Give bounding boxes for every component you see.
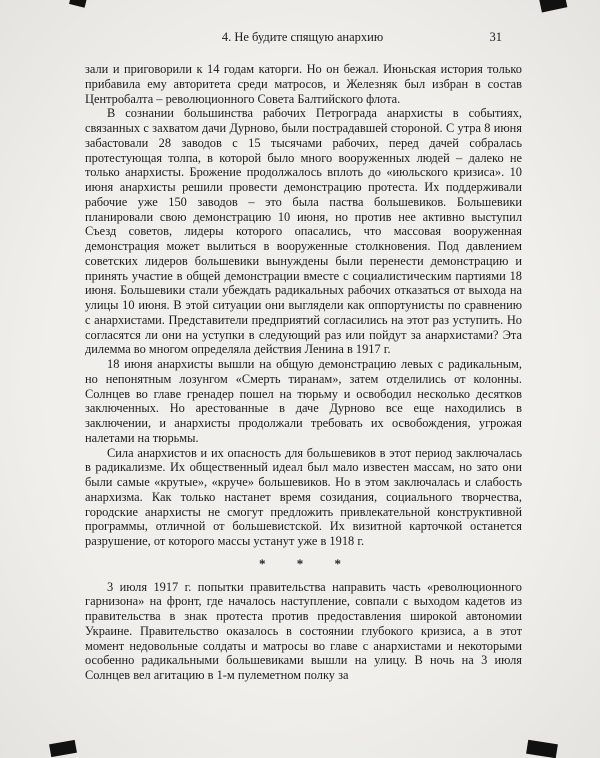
paragraph: 18 июня анархисты вышли на общую демонстрацию левых с радикальным, но непонятным лозунгом «Смерть тиранам», затем отделились от колонны. Солнцев во главе гренадер пошел на тюрьму и освободил несколько десятков заключенных. Но арестованные в даче Дурново все еще находились в заключении, и анархисты продолжали требовать их освобождения, угрожая налетами на тюрьмы. [85, 357, 522, 445]
scan-artifact-top-right [539, 0, 568, 13]
body-text [85, 62, 522, 683]
scan-artifact-bottom-right [526, 740, 558, 758]
running-header [85, 30, 520, 48]
scan-artifact-top-left [69, 0, 87, 8]
paragraph: 3 июля 1917 г. попытки правительства направить часть «революционного гарнизона» на фронт, где началось наступление, совпали с выходом кадетов из правительства в знак протеста против предоставления широкой автономии Украине. Правительство оказалось в состоянии глубокого кризиса, а в этот момент недовольные солдаты и матросы во главе с анархистами и некоторыми особенно радикальными большевиками вышли на улицу. В ночь на 3 июля Солнцев вел агитацию в 1-м пулеметном полку за [85, 579, 522, 682]
paragraph: зали и приговорили к 14 годам каторги. Но он бежал. Июньская история только прибавила ему авторитета среди матросов, и Железняк был избран в состав Центробалта – революционного Совета Балтийского флота. [85, 62, 522, 106]
scan-artifact-bottom-left [49, 740, 77, 757]
chapter-title: 4. Не будите спящую анархию [221, 30, 384, 44]
paragraph: В сознании большинства рабочих Петрограда анархисты в событиях, связанных с захватом дачи Дурново, были пострадавшей стороной. С утра 8 июня забастовали 28 заводов с 15 тысячами рабочих, перед дачей собралась протестующая толпа, в которой было много вооруженных людей – далеко не только анархисты. Брожение продолжалось вплоть до «июльского кризиса». 10 июня анархисты решили провести демонстрацию протеста. Их поддерживали рабочие уже 150 заводов – это была паства большевиков. Большевики планировали свою демонстрацию 10 июня, но против нее активно выступил Съезд советов, лидеры которого опасались, что массовая вооруженная демонстрация может вылиться в вооруженные столкновения. Под давлением советских лидеров большевики вынуждены были перенести демонстрацию и принять участие в общей демонстрации вместе с социалистическим партиями 18 июня. Большевики стали убеждать радикальных рабочих отказаться от выхода на улицы 10 июня. В этой ситуации они выглядели как оппортунисты по сравнению с анархистами. Представители предприятий согласились на этот раз уступить. Но согласятся ли они на уступки в следующий раз или пойдут за анархистами? Эта дилемма во многом определяла действия Ленина в 1917 г. [85, 106, 522, 357]
page-number: 31 [489, 30, 502, 44]
paragraph: Сила анархистов и их опасность для большевиков в этот период заключалась в радикализме. Их общественный идеал был мало известен массам, но зато они были самые «крутые», «круче» большевиков. Но в этом заключалась и слабость анархизма. Как только настанет время созидания, социального творчества, городские анархисты не смогут предложить привлекательной конструктивной программы, отличной от большевистской. Их визитной карточкой останется разрушение, от которого массы устанут уже в 1918 г. [85, 445, 522, 548]
section-separator: * * * [259, 555, 355, 571]
